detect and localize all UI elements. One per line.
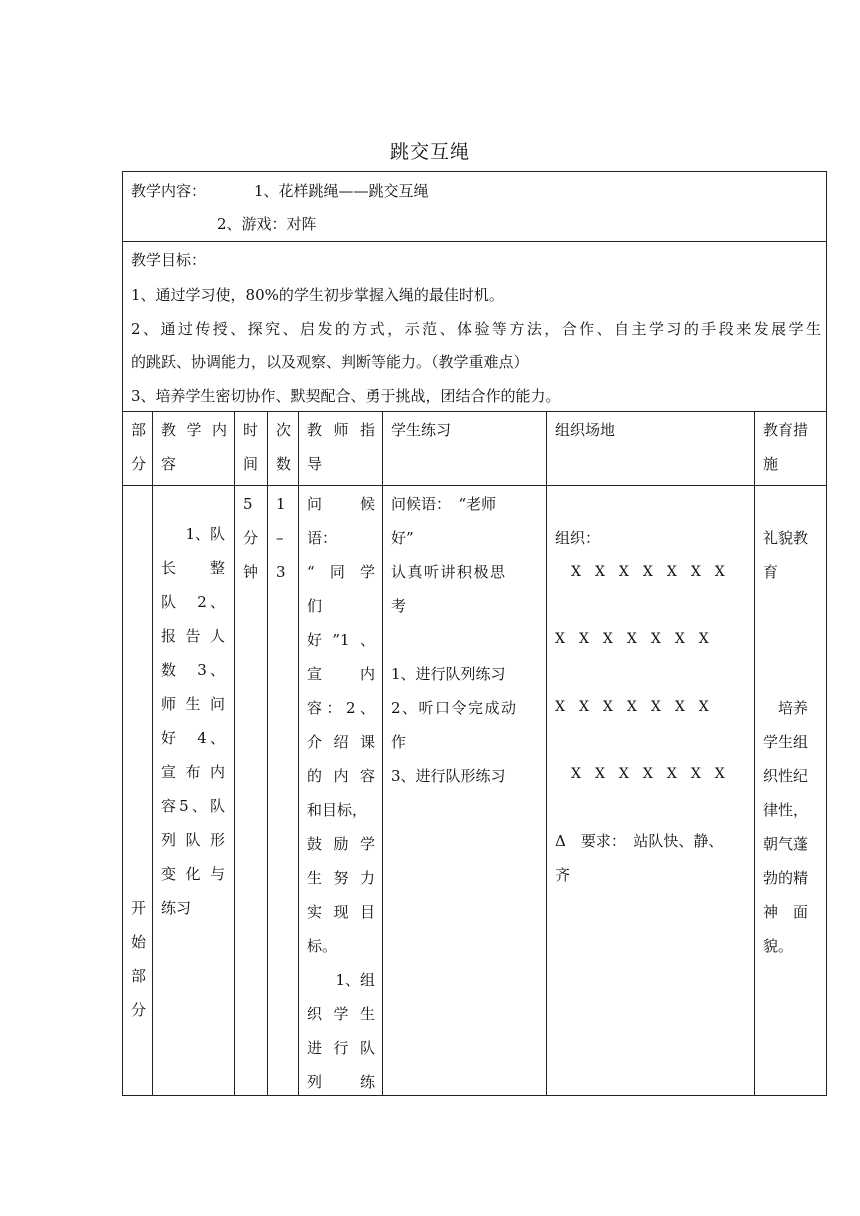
goal-line: 2、通过传授、探究、启发的方式，示范、体验等方法，合作、自主学习的手段来发展学生 [131, 320, 821, 338]
formation-row: X X X X X X X [571, 564, 725, 580]
row-measure: 礼貌教 育 培养 学生组 织性纪 律性， 朝气蓬 勃的精 神 面 貌。 [763, 529, 809, 955]
header-count: 次 数 [276, 421, 292, 473]
formation-row: X X X X X X X [571, 766, 725, 782]
requirement-text: 齐 [555, 866, 571, 884]
column-divider [382, 411, 383, 1096]
goal-line: 1、通过学习使，80%的学生初步掌握入绳的最佳时机。 [131, 286, 504, 304]
goal-line: 3、培养学生密切协作、默契配合、勇于挑战，团结合作的能力。 [131, 387, 561, 405]
row-time: 5 分 钟 [243, 495, 259, 581]
row-guide: 问 候 语： “同学 们 好”1、 宣 内 容：2、 介绍课 的内容 和目标， 鼓励学 生努力 实现目 标。 1、组 织学生 进行队 列 练 [307, 495, 375, 1091]
formation-row: X X X X X X X [555, 631, 709, 647]
row-count: 1 – 3 [276, 495, 286, 581]
header-time: 时 间 [243, 421, 259, 473]
content-item-2: 2、游戏：对阵 [217, 215, 317, 233]
goals-label: 教学目标： [131, 251, 207, 269]
header-guide: 教 师 指 导 [307, 421, 375, 473]
content-item-1: 1、花样跳绳——跳交互绳 [254, 182, 429, 200]
header-practice: 学生练习 [391, 421, 452, 439]
org-label: 组织： [555, 529, 601, 547]
page-title: 跳交互绳 [389, 141, 470, 163]
goal-line: 的跳跃、协调能力，以及观察、判断等能力。（教学重难点） [131, 353, 529, 371]
column-divider [546, 411, 547, 1096]
column-divider [298, 411, 299, 1096]
row-part: 开 始 部 分 [131, 899, 147, 1019]
column-divider [234, 411, 235, 1096]
header-content: 教 学 内 容 [161, 421, 227, 473]
column-divider [754, 411, 755, 1096]
header-measure: 教育措 施 [763, 421, 809, 473]
row-practice: 问候语： “老师 好” 认真听讲积极思 考 1、进行队列练习 2、听口令完成动 作 3、进行队形练习 [391, 495, 518, 785]
header-part: 部 分 [131, 421, 147, 473]
requirement-text: Δ 要求： 站队快、静、 [555, 832, 724, 850]
row-content: 1、队 长 整 队 2、 报告人 数 3、 师生问 好 4、 宣布内 容5、队 列队形 变化与 练习 [161, 525, 225, 917]
divider [122, 241, 827, 242]
column-divider [267, 411, 268, 1096]
header-site: 组织场地 [555, 421, 616, 439]
column-divider [152, 411, 153, 1096]
content-label: 教学内容： [131, 182, 207, 200]
formation-row: X X X X X X X [555, 699, 709, 715]
divider [122, 485, 827, 486]
